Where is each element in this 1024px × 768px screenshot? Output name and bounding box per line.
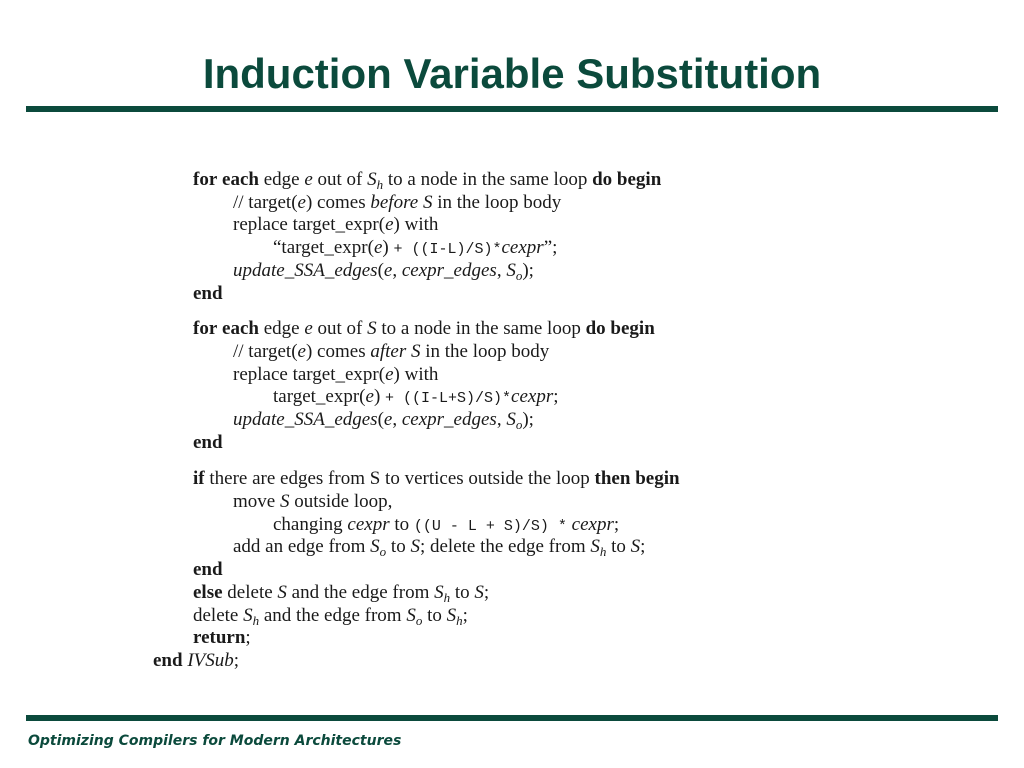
code-line: update_SSA_edges(e, cexpr_edges, $S_o$); — [233, 260, 534, 283]
code-line: else delete S and the edge from $S_h$ to S; — [193, 582, 490, 605]
code-line: add an edge from $S_o$ to S; delete the edge from $S_h$ to S; — [233, 536, 646, 559]
slide-title: Induction Variable Substitution — [202, 50, 822, 97]
code-line: end — [193, 432, 223, 453]
code-line: replace target_expr(e) with — [233, 214, 439, 235]
code-line: if there are edges from S to vertices outside the loop then begin — [193, 468, 680, 489]
code-line: end — [193, 559, 223, 580]
code-line: return; — [193, 627, 251, 648]
code-line: update_SSA_edges(e, cexpr_edges, $S_o$); — [233, 409, 534, 432]
code-line: for each edge e out of $S_h$ to a node in the same loop do begin — [193, 169, 662, 192]
footer-text: Optimizing Compilers for Modern Architectures — [28, 733, 402, 749]
code-line: for each edge e out of S to a node in the same loop do begin — [193, 318, 655, 339]
code-line: delete $S_h$ and the edge from $S_o$ to $S_h$; — [193, 605, 468, 628]
footer-divider — [26, 715, 998, 721]
code-line: target_expr(e) + ((I-L+S)/S)*cexpr; — [273, 386, 559, 407]
code-line: // target(e) comes before S in the loop body — [233, 192, 562, 213]
code-line: “target_expr(e) + ((I-L)/S)*cexpr”; — [273, 237, 558, 258]
code-line: // target(e) comes after S in the loop body — [233, 341, 550, 362]
code-line: end — [193, 283, 223, 304]
code-line: replace target_expr(e) with — [233, 364, 439, 385]
code-line: end IVSub; — [153, 650, 240, 671]
code-line: move S outside loop, — [233, 491, 393, 512]
code-line: changing cexpr to ((U - L + S)/S) * cexpr; — [273, 514, 620, 535]
